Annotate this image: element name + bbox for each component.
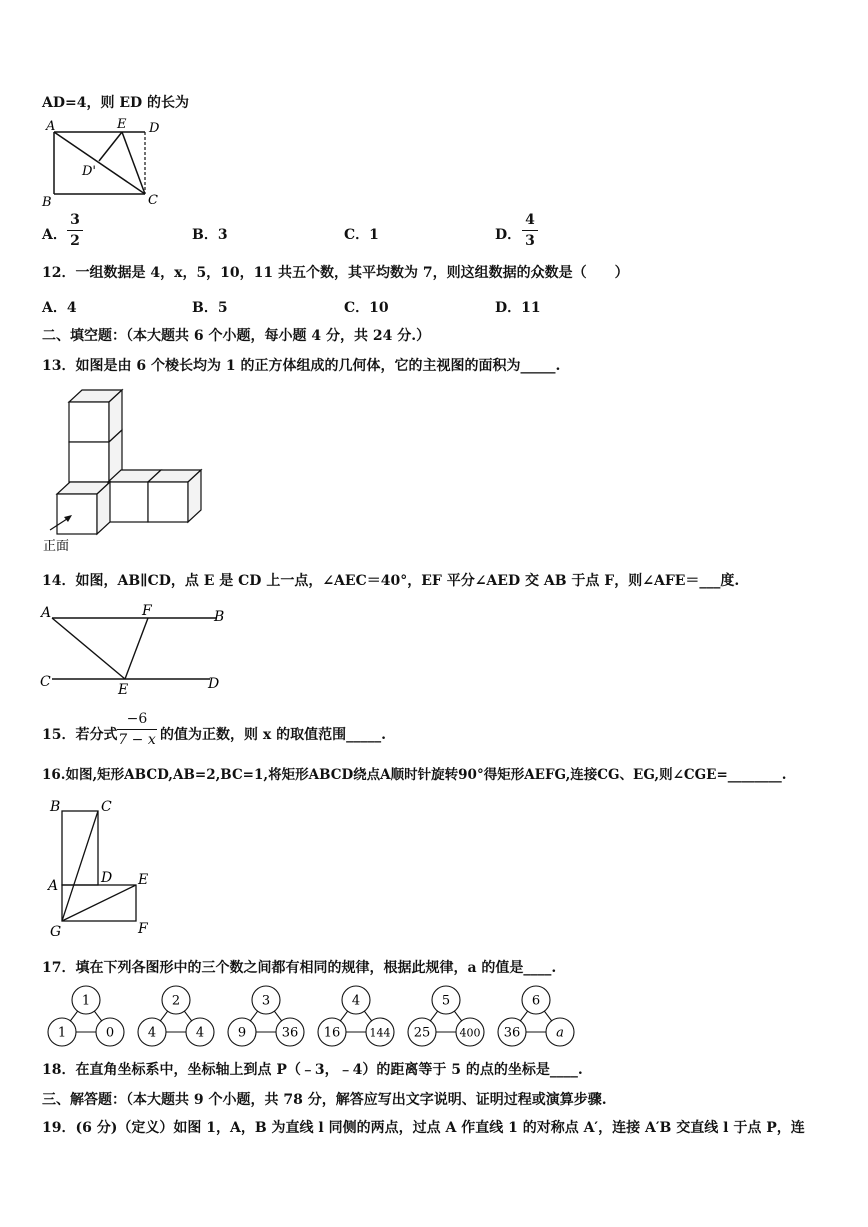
q17-group-1 <box>48 986 124 1046</box>
q17-number-top: 2 <box>171 993 181 1009</box>
q16-label-f: F <box>138 921 148 937</box>
q17-number-left: 16 <box>323 1025 341 1041</box>
q17-number-right: 144 <box>369 1026 391 1040</box>
q11-option-a-label: A． <box>42 227 67 243</box>
q16-figure <box>44 795 164 940</box>
q17-group-4 <box>318 986 394 1046</box>
q11-option-a-fraction <box>67 211 83 250</box>
q11-option-d-denominator: 3 <box>525 233 535 249</box>
section-3-heading: 三、解答题：（本大题共 9 个小题，共 78 分，解答应写出文字说明、证明过程或演算步骤. <box>42 1092 607 1108</box>
q13-front-label: 正面 <box>43 539 70 554</box>
q17-number-right: 36 <box>281 1025 299 1041</box>
q17-number-right: 0 <box>105 1025 115 1041</box>
q11-option-a-denominator: 2 <box>70 233 80 249</box>
q14-label-f: F <box>142 603 152 619</box>
q17-group-6 <box>498 986 574 1046</box>
q11-option-d-numerator: 4 <box>525 212 535 228</box>
q11-tail: AD=4，则 ED 的长为 <box>42 95 190 111</box>
q17-number-left: 1 <box>57 1025 67 1041</box>
q13-text: 13．如图是由 6 个棱长均为 1 的正方体组成的几何体，它的主视图的面积为_____. <box>42 358 561 374</box>
q17-number-top: 1 <box>81 993 91 1009</box>
q17-number-right: 4 <box>195 1025 205 1041</box>
q17-group-3 <box>228 986 304 1046</box>
q17-number-top: 4 <box>351 993 361 1009</box>
q14-label-d: D <box>208 676 220 692</box>
q14-label-a: A <box>41 605 52 621</box>
q11-option-a-numerator: 3 <box>70 212 80 228</box>
q15-fraction <box>117 710 157 749</box>
q17-number-right: a <box>556 1025 564 1041</box>
q17-number-left: 25 <box>413 1025 431 1041</box>
q17-group-5 <box>408 986 484 1046</box>
q12-option-d: D．11 <box>495 300 541 316</box>
q13-figure <box>40 382 210 557</box>
q11-label-a: A <box>46 119 56 134</box>
q17-number-right: 400 <box>459 1026 481 1040</box>
q17-number-left: 4 <box>147 1025 157 1041</box>
q19-text: 19．(6 分)（定义）如图 1，A，B 为直线 l 同侧的两点，过点 A 作直线 1 的对称点 A′，连接 A′B 交直线 l 于点 P，连 <box>42 1120 805 1136</box>
q17-number-top: 6 <box>531 993 541 1009</box>
q17-group-2 <box>138 986 214 1046</box>
q14-figure <box>38 602 238 697</box>
q15-numerator: −6 <box>126 711 148 727</box>
q14-label-e: E <box>118 682 129 698</box>
q11-option-b: B．3 <box>192 227 228 243</box>
q11-option-d-label: D． <box>495 227 522 243</box>
q16-label-e: E <box>138 872 149 888</box>
q14-label-b: B <box>214 609 225 625</box>
q16-label-d: D <box>101 870 113 886</box>
q11-figure <box>42 118 172 208</box>
q15-suffix: 的值为正数，则 x 的取值范围_____. <box>160 727 386 743</box>
q14-label-c: C <box>40 674 51 690</box>
q17-number-top: 3 <box>261 993 271 1009</box>
q12-text: 12．一组数据是 4，x，5，10，11 共五个数，其平均数为 7，则这组数据的众数是（ ） <box>42 265 629 281</box>
q14-text: 14．如图，AB∥CD，点 E 是 CD 上一点，∠AEC＝40°，EF 平分∠AED 交 AB 于点 F，则∠AFE＝___度. <box>42 573 740 589</box>
q11-option-c: C．1 <box>344 227 379 243</box>
q16-label-g: G <box>50 924 62 940</box>
q16-label-b: B <box>50 799 61 815</box>
q11-label-c: C <box>148 193 158 208</box>
q16-label-a: A <box>48 878 59 894</box>
q16-label-c: C <box>101 799 112 815</box>
q12-option-c: C．10 <box>344 300 389 316</box>
q11-label-d: D <box>149 121 160 136</box>
q12-option-b: B．5 <box>192 300 228 316</box>
section-2-heading: 二、填空题：（本大题共 6 个小题，每小题 4 分，共 24 分.） <box>42 328 431 344</box>
q17-number-top: 5 <box>441 993 451 1009</box>
q15-denominator: 7 − x <box>118 732 156 748</box>
q16-text: 16.如图,矩形ABCD,AB=2,BC=1,将矩形ABCD绕点A顺时针旋转90°得矩形AEFG,连接CG、EG,则∠CGE=________. <box>42 767 787 783</box>
q11-label-e: E <box>117 117 127 132</box>
q18-text: 18．在直角坐标系中，坐标轴上到点 P（﹣3，﹣4）的距离等于 5 的点的坐标是____. <box>42 1062 583 1078</box>
q17-figure <box>42 986 582 1048</box>
q12-option-a: A．4 <box>42 300 77 316</box>
q17-number-left: 9 <box>237 1025 247 1041</box>
q15-prefix: 15．若分式 <box>42 727 118 743</box>
q17-text: 17．填在下列各图形中的三个数之间都有相同的规律，根据此规律，a 的值是____. <box>42 960 557 976</box>
q17-number-left: 36 <box>503 1025 521 1041</box>
q11-label-b: B <box>42 195 52 210</box>
q11-label-dprime: D' <box>82 164 96 179</box>
q11-option-d-fraction <box>522 211 538 250</box>
